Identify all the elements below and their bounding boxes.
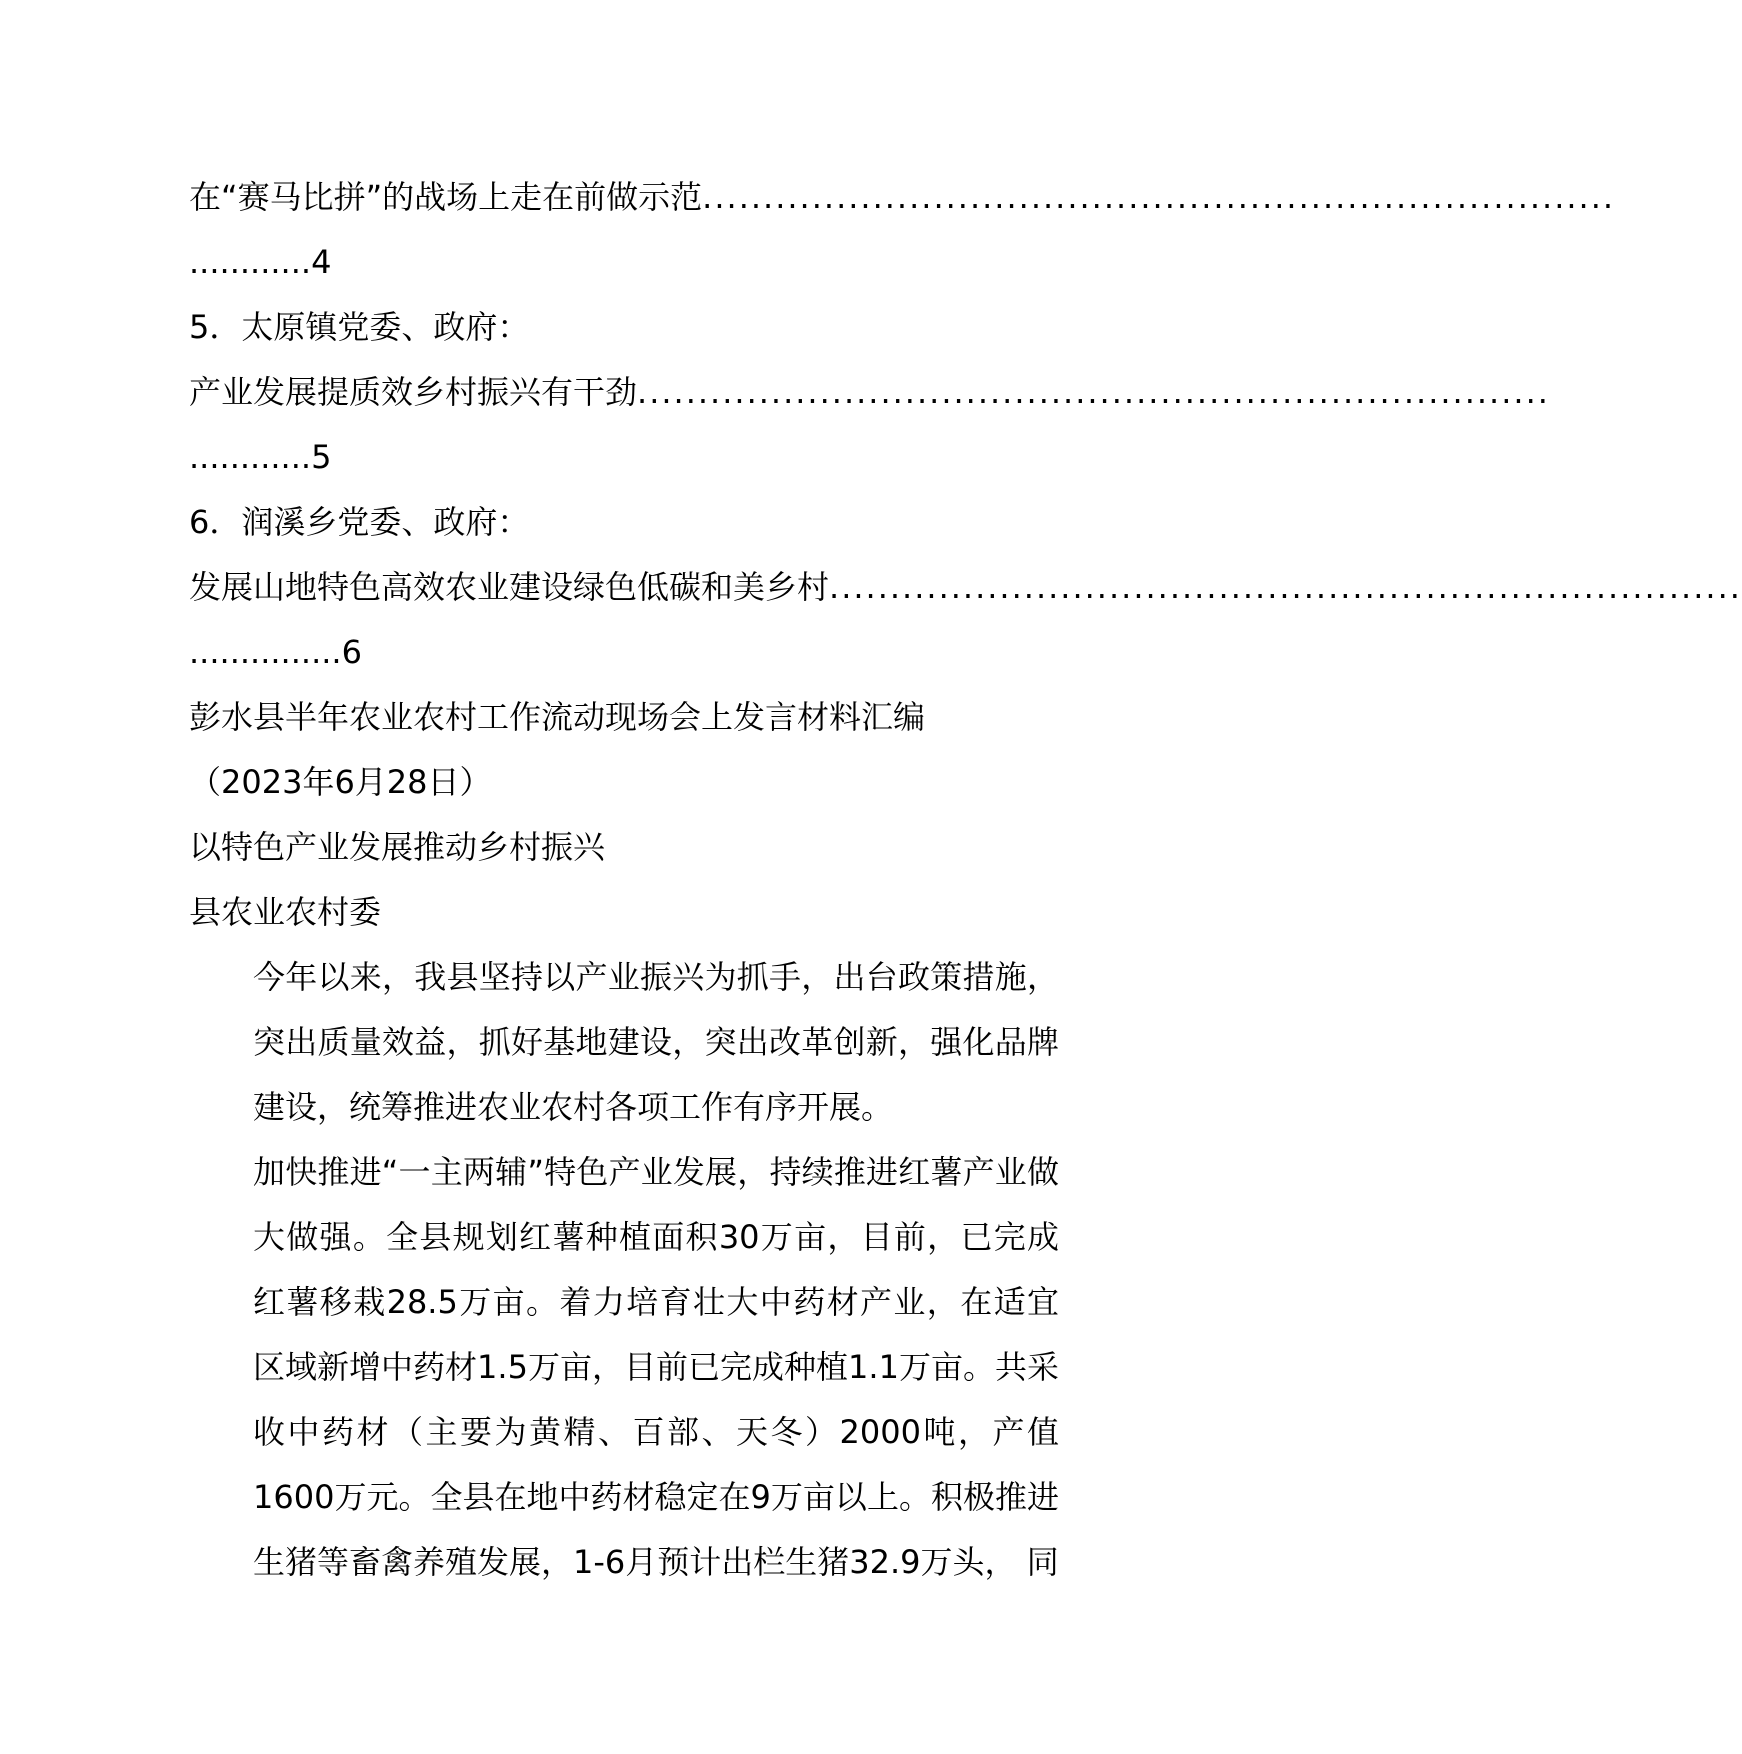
document-date: （2023年6月28日） (189, 763, 492, 801)
toc-item-5-page: ............5 (189, 438, 332, 476)
toc-leader-dots: ........................................................................... (637, 373, 1550, 411)
toc-item-4-page: ............4 (189, 243, 332, 281)
toc-item-6-page: ...............6 (189, 633, 362, 671)
toc-item-6-heading: 6．润溪乡党委、政府： (189, 503, 530, 541)
toc-item-4-title-line[interactable] (189, 165, 1616, 230)
toc-item-5-title-line[interactable] (189, 360, 1550, 425)
toc-item-5-heading: 5．太原镇党委、政府： (189, 308, 530, 346)
toc-item-6-title: 发展山地特色高效农业建设绿色低碳和美乡村 (189, 568, 830, 606)
body-paragraph-2: 加快推进“一主两辅”特色产业发展，持续推进红薯产业做大做强。全县规划红薯种植面积30万亩，目前，已完成红薯移栽28.5万亩。着力培育壮大中药材产业，在适宜区域新增中药材1.5万亩，目前已完成种植1.1万亩。共采收中药材（主要为黄精、百部、天冬）2000吨，产值1600万元。全县在地中药材稳定在9万亩以上。积极推进生猪等畜禽养殖发展，1-6月预计出栏生猪32.9万头， 同 (253, 1153, 1059, 1581)
document-page (189, 165, 1742, 1595)
document-title: 彭水县半年农业农村工作流动现场会上发言材料汇编 (189, 698, 926, 736)
section-author: 县农业农村委 (189, 893, 382, 931)
section-title: 以特色产业发展推动乡村振兴 (189, 828, 606, 866)
toc-leader-dots: ........................................................................... (829, 568, 1742, 606)
toc-item-5-title: 产业发展提质效乡村振兴有干劲 (189, 373, 638, 411)
toc-item-4-title: 在“赛马比拼”的战场上走在前做示范 (189, 178, 703, 216)
toc-item-6-title-line[interactable] (189, 555, 1742, 620)
toc-leader-dots: ........................................................................... (702, 178, 1616, 216)
body-paragraph-1: 今年以来，我县坚持以产业振兴为抓手，出台政策措施，突出质量效益，抓好基地建设，突出改革创新，强化品牌建设，统筹推进农业农村各项工作有序开展。 (253, 958, 1059, 1126)
